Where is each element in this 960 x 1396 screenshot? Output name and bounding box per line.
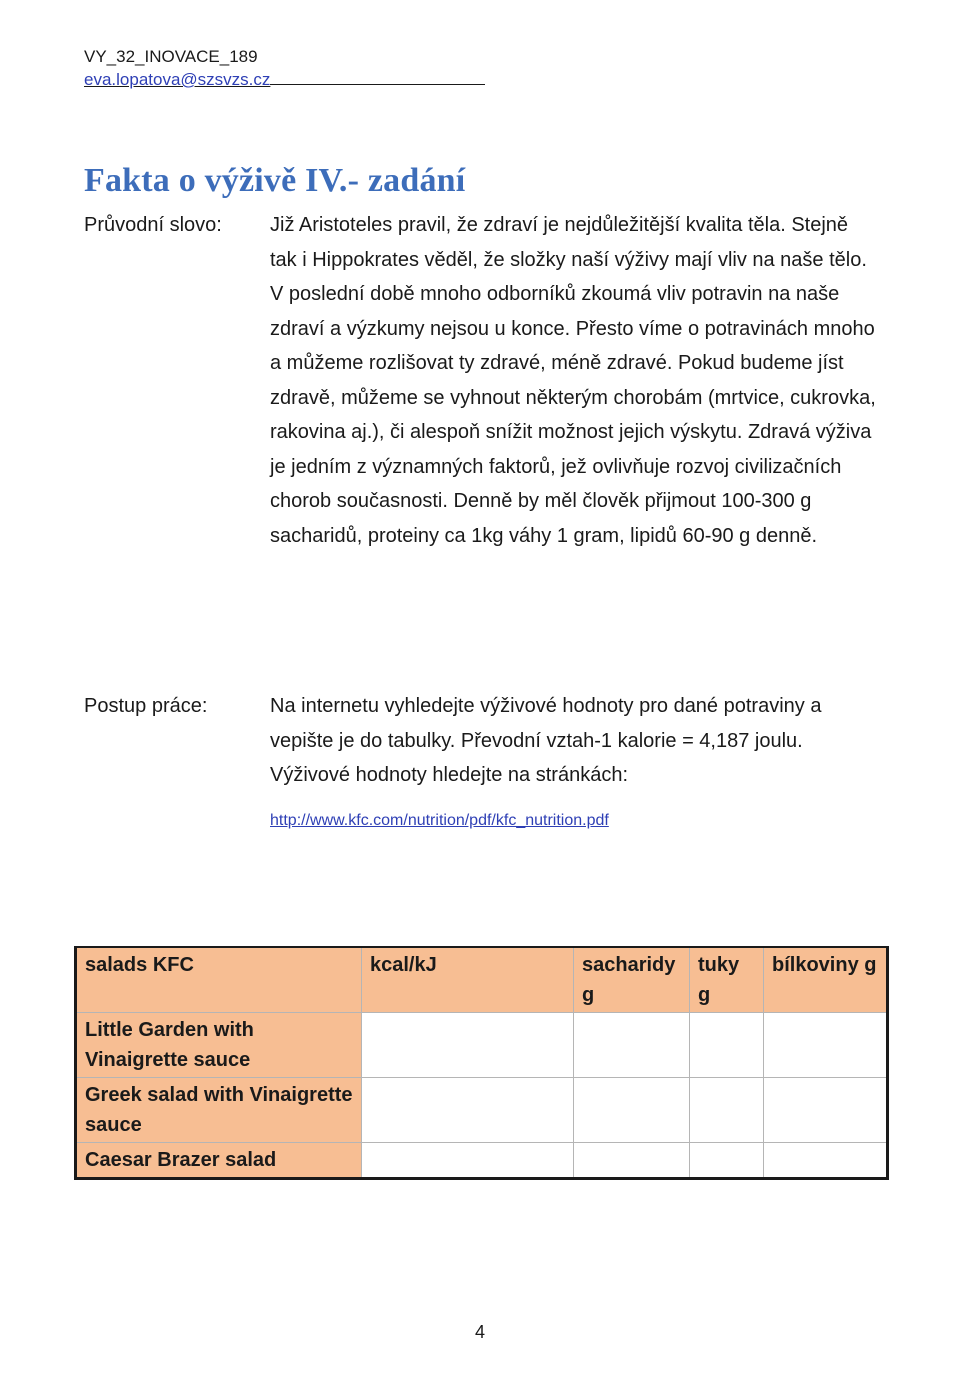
salad-name-cell: Greek salad with Vinaigrette sauce	[76, 1078, 362, 1143]
email-underline	[270, 68, 485, 85]
bilkoviny-input-cell[interactable]	[764, 1013, 888, 1078]
document-code: VY_32_INOVACE_189	[84, 47, 258, 66]
bilkoviny-input-cell[interactable]	[764, 1143, 888, 1179]
procedure-label: Postup práce:	[84, 695, 208, 717]
sacharidy-input-cell[interactable]	[574, 1013, 690, 1078]
page-title: Fakta o výživě IV.- zadání	[84, 162, 466, 199]
intro-text: Již Aristoteles pravil, že zdraví je nejdůležitější kvalita těla. Stejně tak i Hippokrates věděl, že složky naší výživy mají vliv na naše tělo. V poslední době mnoho odborníků zkoumá vliv potravin na naše zdraví a výzkumy nejsou u konce. Přesto víme o potravinách mnoho a můžeme rozlišovat ty zdravé, méně zdravé. Pokud budeme jíst zdravě, můžeme se vyhnout některým chorobám (mrtvice, cukrovka, rakovina aj.), či alespoň snížit možnost jejich výskytu. Zdravá výživa je jedním z významných faktorů, jež ovlivňuje rozvoj civilizačních chorob současnosti. Denně by měl člověk přijmout 100-300 g sacharidů, proteiny ca 1kg váhy 1 gram, lipidů 60-90 g denně.	[270, 214, 876, 547]
sacharidy-input-cell[interactable]	[574, 1078, 690, 1143]
header-tuky: tuky g	[690, 947, 764, 1013]
header-kcal: kcal/kJ	[362, 947, 574, 1013]
table-row	[76, 1013, 888, 1078]
kcal-input-cell[interactable]	[362, 1078, 574, 1143]
bilkoviny-input-cell[interactable]	[764, 1078, 888, 1143]
table-header-row	[76, 947, 888, 1013]
document-header	[84, 46, 485, 91]
table-row	[76, 1143, 888, 1179]
salad-name-cell: Caesar Brazer salad	[76, 1143, 362, 1179]
tuky-input-cell[interactable]	[690, 1078, 764, 1143]
kcal-input-cell[interactable]	[362, 1143, 574, 1179]
sacharidy-input-cell[interactable]	[574, 1143, 690, 1179]
page-number: 4	[474, 1322, 485, 1342]
author-email-link[interactable]: eva.lopatova@szsvzs.cz	[84, 70, 271, 89]
header-bilkoviny: bílkoviny g	[764, 947, 888, 1013]
procedure-text: Na internetu vyhledejte výživové hodnoty pro dané potraviny a vepište je do tabulky. Převodní vztah-1 kalorie = 4,187 joulu. Výživové hodnoty hledejte na stránkách:	[270, 695, 822, 786]
tuky-input-cell[interactable]	[690, 1013, 764, 1078]
nutrition-table	[74, 946, 889, 1180]
kcal-input-cell[interactable]	[362, 1013, 574, 1078]
header-salads: salads KFC	[76, 947, 362, 1013]
table-row	[76, 1078, 888, 1143]
tuky-input-cell[interactable]	[690, 1143, 764, 1179]
salad-name-cell: Little Garden with Vinaigrette sauce	[76, 1013, 362, 1078]
header-sacharidy: sacharidy g	[574, 947, 690, 1013]
intro-label: Průvodní slovo:	[84, 214, 222, 236]
kfc-nutrition-link[interactable]: http://www.kfc.com/nutrition/pdf/kfc_nutrition.pdf	[270, 812, 609, 829]
